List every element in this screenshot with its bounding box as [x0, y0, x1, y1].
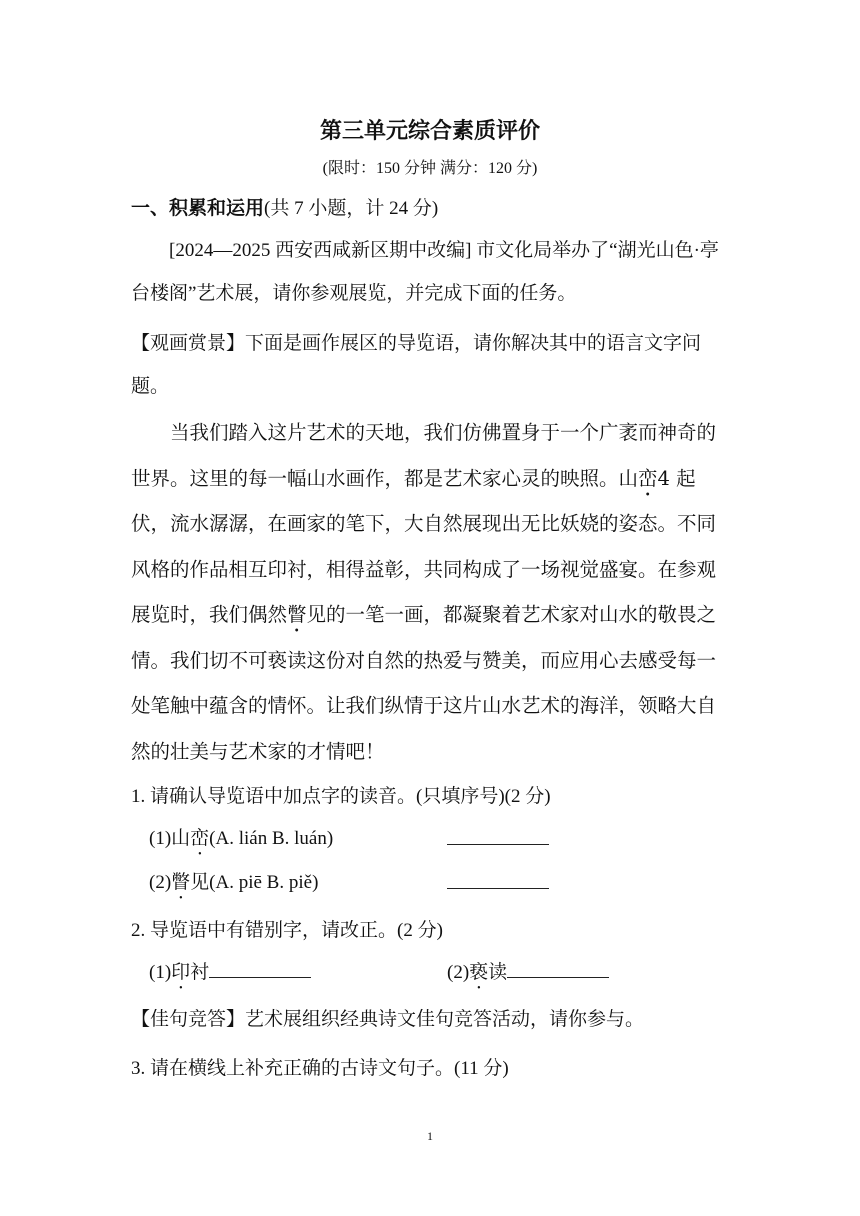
guide-segment: 4 起伏，流水潺潺，在画家的笔下，大自然展现出无比妖娆的姿态。不同风格的作品相互 — [131, 466, 717, 581]
section-detail: (共 7 小题，计 24 分) — [264, 198, 439, 219]
section-title: 一、积累和运用 — [131, 197, 265, 219]
question-2-item-2 — [447, 957, 609, 994]
task-tag: 【观画赏景】 — [131, 333, 246, 354]
item-word: 衬 — [190, 962, 210, 983]
time-score-info: (限时：150 分钟 满分：120 分) — [322, 160, 538, 177]
dotted-char: 峦 — [190, 828, 210, 849]
guide-segment: 当我们踏入这片艺术的天地，我们仿佛置身于一个广袤而神奇的世界。这里的每一幅山水画作，都是艺术家心灵的映照。山 — [131, 421, 717, 490]
dotted-char: 峦 — [638, 466, 658, 490]
item-prefix: (1) — [149, 962, 172, 983]
task-text: 下面是画作展区的导览语，请你解决其中的语言文字问题。 — [131, 333, 702, 397]
question-1-item-2 — [149, 867, 318, 904]
intro-paragraph: [2024—2025 西安西咸新区期中改编] 市文化局举办了“湖光山色·亭台楼阁”艺术展，请你参观展览，并完成下面的任务。 — [131, 240, 719, 304]
task-text: 艺术展组织经典诗文佳句竞答活动，请你参与。 — [245, 1009, 645, 1030]
question-1-item-1 — [149, 823, 333, 860]
dotted-char: 亵 — [469, 962, 489, 983]
guide-segment: 衬，相得益彰，共同构成了一场视觉盛宴。在参观展览时，我们偶然 — [131, 557, 717, 626]
question-1-stem: 1. 请确认导览语中加点字的读音。(只填序号)(2 分) — [131, 786, 551, 807]
item-prefix: (2) — [447, 962, 470, 983]
page-number: 1 — [427, 1129, 433, 1143]
section-heading — [131, 193, 438, 220]
guide-text — [131, 410, 731, 774]
dotted-char: 印 — [171, 962, 191, 983]
question-2-stem: 2. 导览语中有错别字，请改正。(2 分) — [131, 920, 443, 941]
item-word: 读 — [488, 962, 508, 983]
answer-blank[interactable] — [209, 959, 311, 978]
dotted-char: 印 — [267, 557, 288, 581]
item-options: 见(A. piē B. piě) — [190, 872, 319, 893]
answer-blank[interactable] — [507, 959, 609, 978]
answer-blank[interactable] — [447, 826, 549, 850]
answer-blank[interactable] — [447, 870, 549, 894]
task-tag: 【佳句竞答】 — [131, 1009, 246, 1030]
task-observe-paintings — [131, 322, 731, 408]
item-prefix: (2) — [149, 872, 172, 893]
dotted-char: 瞥 — [287, 603, 307, 626]
dotted-char: 亵 — [267, 648, 288, 672]
guide-segment: 见的一笔一画，都凝聚着艺术家对山水的敬畏之情。我们切不可 — [131, 603, 717, 672]
question-2-item-1 — [149, 957, 311, 994]
task-poetry-contest — [131, 998, 731, 1041]
dotted-char: 瞥 — [171, 872, 191, 893]
page-title: 第三单元综合素质评价 — [319, 119, 540, 144]
guide-segment: 读这份对自然的热爱与赞美，而应用心去感受每一处笔触中蕴含的情怀。让我们纵情于这片山水艺术的海洋，领略大自然的壮美与艺术家的才情吧！ — [131, 648, 717, 763]
item-options: (A. lián B. luán) — [209, 828, 334, 849]
question-3-stem: 3. 请在横线上补充正确的古诗文句子。(11 分) — [131, 1058, 509, 1079]
item-prefix: (1)山 — [149, 828, 191, 849]
